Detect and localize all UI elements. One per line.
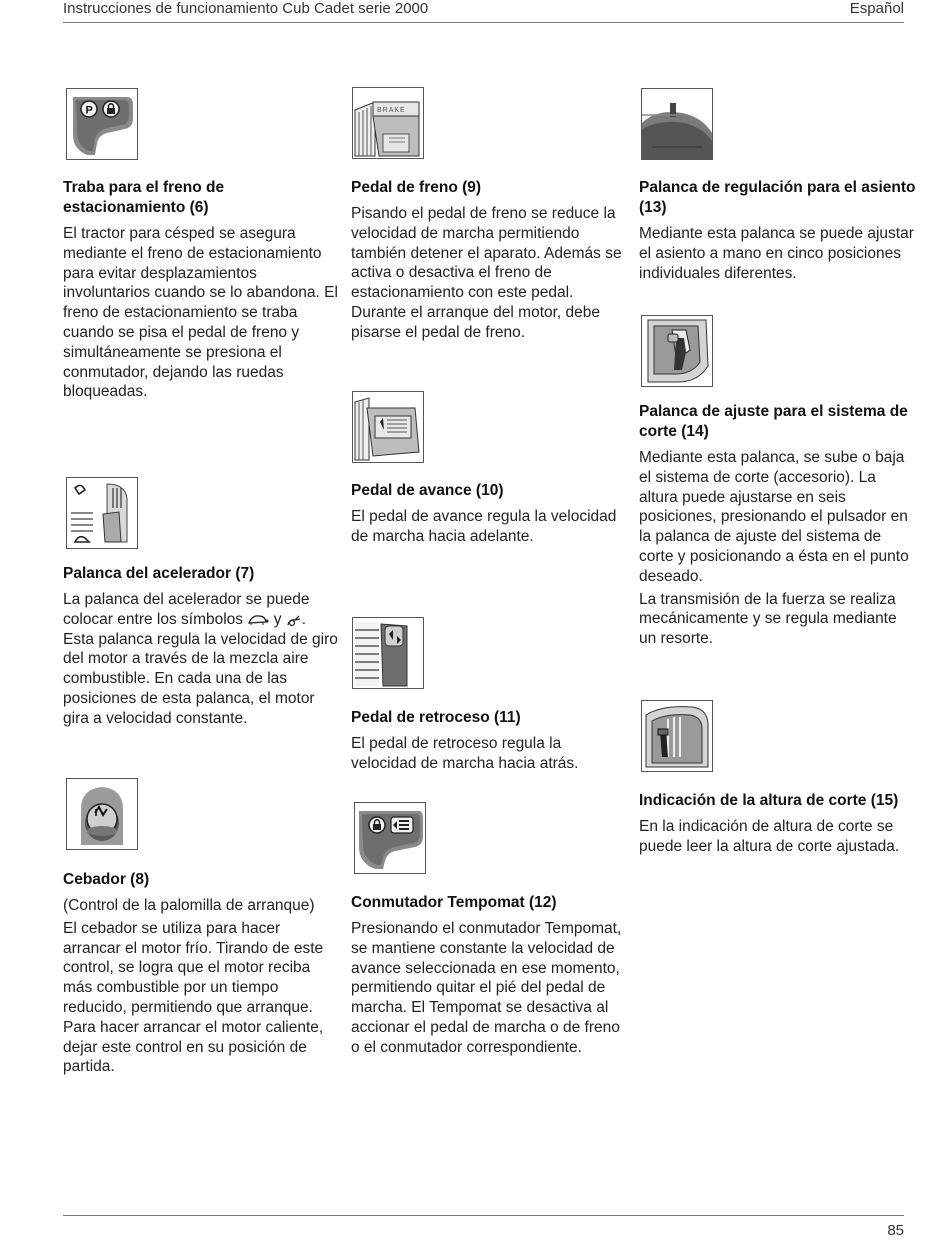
throttle-text-before: La palanca del acelerador se puede colocar entre los símbolos [63,591,310,628]
reverse-pedal-text: El pedal de retroceso regula la velocidad de marcha hacia atrás. [351,735,579,772]
reverse-pedal-section [351,708,629,774]
seat-lever-section [639,178,917,283]
brake-pedal-section [351,178,629,343]
tempomat-title: Conmutador Tempomat (12) [351,894,557,911]
height-indicator-section [639,791,917,857]
forward-pedal-title: Pedal de avance (10) [351,482,504,499]
forward-pedal-section [351,481,629,547]
seat-lever-text: Mediante esta palanca se puede ajustar el asiento a mano en cinco posiciones individuales diferentes. [639,225,914,282]
page-footer-rule [63,1215,904,1216]
forward-pedal-text: El pedal de avance regula la velocidad de marcha hacia adelante. [351,508,617,545]
parking-brake-figure [66,88,138,160]
reverse-pedal-title: Pedal de retroceso (11) [351,709,521,726]
seat-lever-figure [641,88,713,160]
tempomat-figure [354,802,426,874]
brake-pedal-figure [352,87,424,159]
choke-text: El cebador se utiliza para hacer arrancar el motor frío. Tirando de este control, se logra que el motor reciba más combustible por un tiempo reducido, permitiendo que arranque. Para hacer arrancar el motor caliente, dejar este control en su posición de partida. [63,919,324,1076]
svg-text:P: P [85,104,93,117]
height-indicator-figure [641,700,713,772]
throttle-text-and: y [273,610,282,628]
throttle-title: Palanca del acelerador (7) [63,565,255,582]
brake-pedal-text: Pisando el pedal de freno se reduce la velocidad de marcha permitiendo también detener el aparato. Además se activa o desactiva el freno de estacionamiento con este pedal. Durante el arranque del motor, debe pisarse el pedal de freno. [351,205,622,341]
height-indicator-text: En la indicación de altura de corte se puede leer la altura de corte ajustada. [639,818,900,855]
forward-pedal-figure [352,391,424,463]
brake-pedal-title: Pedal de freno (9) [351,179,482,196]
brake-label: BRAKE [377,107,406,114]
height-indicator-title: Indicación de la altura de corte (15) [639,792,899,809]
reverse-pedal-figure [352,617,424,689]
throttle-text [63,590,341,729]
throttle-text-after: . Esta palanca regula la velocidad de giro del motor a través de la mezcla aire combustible. En cada una de las posiciones de esta palanca, el motor gira a velocidad constante. [63,610,338,727]
cutting-lever-text: Mediante esta palanca, se sube o baja el sistema de corte (accesorio). La altura puede ajustarse en seis posiciones, presionando el pulsador en la palanca de ajuste del sistema de corte y posicionando a ésta en el punto deseado. [639,449,909,585]
choke-figure [66,778,138,850]
parking-brake-section [63,178,341,402]
cutting-lever-title: Palanca de ajuste para el sistema de corte (14) [639,403,908,440]
page-number: 85 [887,1222,904,1239]
tempomat-text: Presionando el conmutador Tempomat, se mantiene constante la velocidad de avance seleccionada en ese momento, permitiendo quitar el pié del pedal de marcha. El Tempomat se desactiva al accionar el pedal de marcha o de freno o el conmutador correspondiente. [351,920,622,1056]
page-header [63,0,904,23]
throttle-figure [66,477,138,549]
choke-title: Cebador (8) [63,871,150,888]
language-label: Español [849,0,904,17]
seat-lever-title: Palanca de regulación para el asiento (13) [639,179,916,216]
rabbit-icon [286,613,302,627]
choke-subtitle: (Control de la palomilla de arranque) [63,897,315,914]
throttle-section [63,564,341,729]
cutting-lever-text2: La transmisión de la fuerza se realiza mecánicamente y se regula mediante un resorte. [639,590,897,648]
parking-brake-text: El tractor para césped se asegura mediante el freno de estacionamiento para evitar desplazamientos involuntarios cuando se lo abandona. El freno de estacionamiento se traba cuando se pisa el pedal de freno y simultáneamente se presiona el conmutador, dejando las ruedas bloqueadas. [63,225,338,401]
tempomat-section [351,893,629,1058]
cutting-lever-section [639,402,917,649]
turtle-icon [247,614,269,626]
cutting-lever-figure [641,315,713,387]
manual-title: Instrucciones de funcionamiento Cub Cadet serie 2000 [63,0,429,17]
parking-brake-title: Traba para el freno de estacionamiento (6) [63,179,225,216]
choke-section [63,870,341,1077]
